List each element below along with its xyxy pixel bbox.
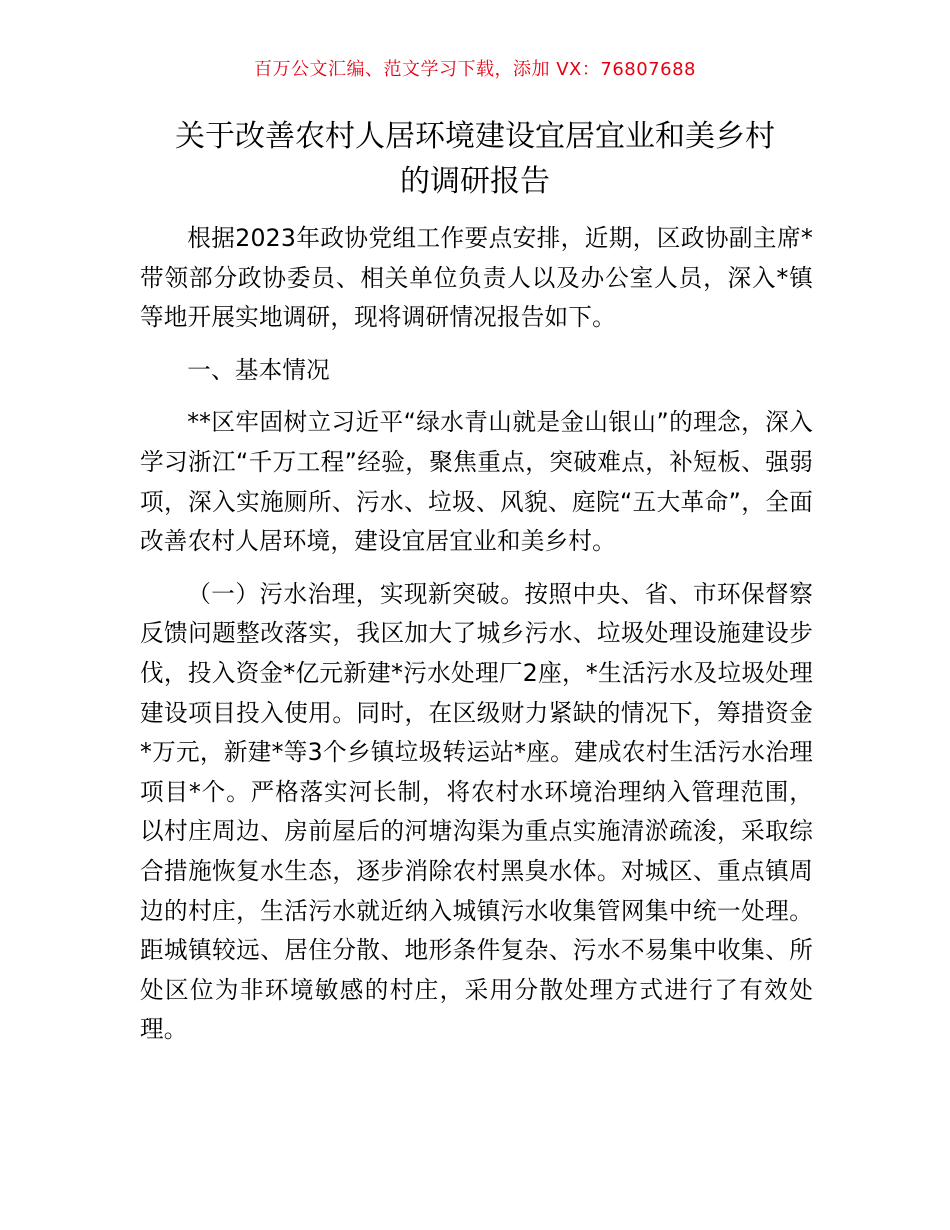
title-line-1: 关于改善农村人居环境建设宜居宜业和美乡村 (175, 119, 775, 154)
sewage-paragraph: （一）污水治理，实现新突破。按照中央、省、市环保督察反馈问题整改落实，我区加大了城乡污水、垃圾处理设施建设步伐，投入资金*亿元新建*污水处理厂2座，*生活污水及垃圾处理建设项目投入使用。同时，在区级财力紧缺的情况下，筹措资金*万元，新建*等3个乡镇垃圾转运站*座。建成农村生活污水治理项目*个。严格落实河长制，将农村水环境治理纳入管理范围，以村庄周边、房前屋后的河塘沟渠为重点实施清淤疏浚，采取综合措施恢复水生态，逐步消除农村黑臭水体。对城区、重点镇周边的村庄，生活污水就近纳入城镇污水收集管网集中统一处理。距城镇较远、居住分散、地形条件复杂、污水不易集中收集、所处区位为非环境敏感的村庄，采用分散处理方式进行了有效处理。 (140, 579, 813, 1044)
document-body (140, 219, 813, 1063)
intro-paragraph: 根据2023年政协党组工作要点安排，近期，区政协副主席*带领部分政协委员、相关单位负责人以及办公室人员，深入*镇等地开展实地调研，现将调研情况报告如下。 (140, 224, 813, 332)
overview-paragraph: **区牢固树立习近平“绿水青山就是金山银山”的理念，深入学习浙江“千万工程”经验，聚焦重点，突破难点，补短板、强弱项，深入实施厕所、污水、垃圾、风貌、庭院“五大革命”，全面改善农村人居环境，建设宜居宜业和美乡村。 (140, 408, 813, 556)
section-heading: 一、基本情况 (187, 355, 330, 384)
document-title (60, 114, 890, 204)
header-note: 百万公文汇编、范文学习下载，添加 VX：76807688 (254, 59, 696, 80)
title-line-2: 的调研报告 (400, 164, 550, 199)
